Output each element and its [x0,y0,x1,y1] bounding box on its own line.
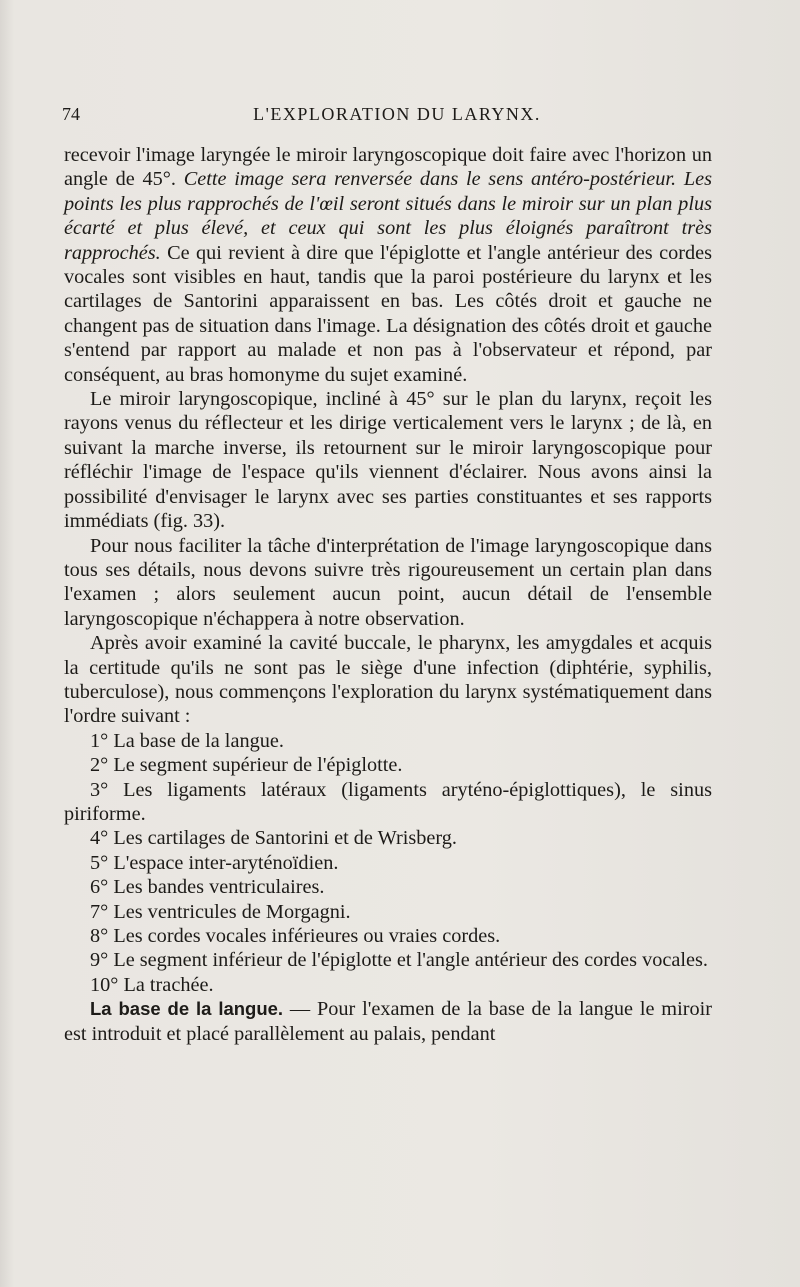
list-item-4: 4° Les cartilages de Santorini et de Wrisberg. [90,827,457,850]
list-item-7: 7° Les ventricules de Morgagni. [90,900,351,923]
paragraph-5 [64,997,712,1046]
list-item-10: 10° La trachée. [90,973,214,996]
paragraph-4: Après avoir examiné la cavité buccale, le pharynx, les amygdales et acquis la certitude qu'ils ne sont pas le siège d'une infection (diphtérie, syphilis, tuberculose), nous commençons l'exploration du larynx systématiquement dans l'ordre suivant : [64,632,712,728]
paragraph-1 [64,143,712,387]
list-item-2: 2° Le segment supérieur de l'épiglotte. [90,754,403,777]
list-item-9: 9° Le segment inférieur de l'épiglotte et l'angle antérieur des cordes vocales. [90,949,708,972]
chapter-title: L'EXPLORATION DU LARYNX. [253,104,541,124]
list-item-1: 1° La base de la langue. [90,729,284,752]
list-item-8: 8° Les cordes vocales inférieures ou vraies cordes. [90,925,501,947]
list-item-5: 5° L'espace inter-aryténoïdien. [90,851,339,874]
list-item-6: 6° Les bandes ventriculaires. [90,876,325,899]
section-heading: La base de la langue. [90,998,284,1020]
paragraph-3: Pour nous faciliter la tâche d'interprétation de l'image laryngoscopique dans tous ses détails, nous devons suivre très rigoureusement un certain plan dans l'examen ; alors seulement aucun point, aucun détail de l'ensemble laryngoscopique n'échappera à notre observation. [64,534,712,630]
paragraph-1-italic: Cette image sera renversée dans le sens antéro-postérieur. Les points les plus rapprochés de l'œil seront situés dans le miroir sur un plan plus écarté et plus élevé, et ceux qui sont les plus éloignés paraîtront très rapprochés. [64,168,712,264]
page-number: 74 [62,104,80,124]
paragraph-5-text: — Pour l'examen de la base de la langue le miroir est introduit et placé parallèlement au palais, pendant [64,998,712,1045]
list-item-3: 3° Les ligaments latéraux (ligaments aryténo-épiglottiques), le sinus piriforme. [64,778,712,825]
paragraph-1-start: recevoir l'image laryngée le miroir laryngoscopique doit faire avec l'horizon un angle de 45°. [64,144,712,191]
running-head [62,104,722,128]
paragraph-1-end: Ce qui revient à dire que l'épiglotte et l'angle antérieur des cordes vocales sont visibles en haut, tandis que la paroi postérieure du larynx et les cartilages de Santorini apparaissent en bas. Les côtés droit et gauche ne changent pas de situation dans l'image. La désignation des côtés droit et gauche s'entend par rapport au malade et non pas à l'observateur et répond, par conséquent, au bras homonyme du sujet examiné. [64,241,712,386]
paragraph-2: Le miroir laryngoscopique, incliné à 45° sur le plan du larynx, reçoit les rayons venus du réflecteur et les dirige verticalement vers le larynx ; de là, en suivant la marche inverse, ils retournent sur le miroir laryngoscopique pour réfléchir l'image de l'espace qu'ils viennent d'éclairer. Nous avons ainsi la possibilité d'envisager le larynx avec ses parties constituantes et ses rapports immédiats (fig. 33). [64,388,712,533]
body-text [64,143,712,1046]
